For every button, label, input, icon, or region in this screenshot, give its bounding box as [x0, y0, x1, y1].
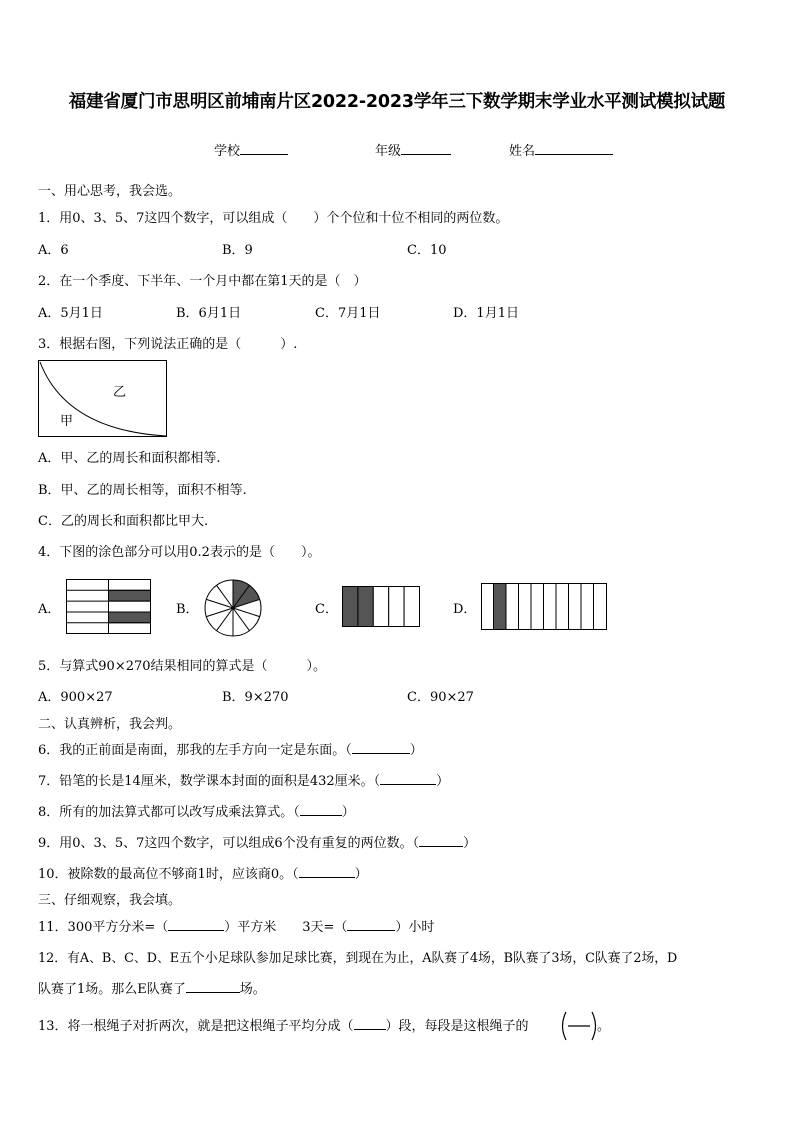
q7-close: ）: [436, 774, 450, 789]
q2-option-b: B．6月1日: [176, 306, 242, 321]
q5-text: 5．与算式90×270结果相同的算式是（ ）。: [38, 659, 327, 674]
q8-text: 8．所有的加法算式都可以改写成乘法算式。（: [38, 805, 300, 820]
q4-figure-b: [203, 578, 263, 638]
q11-part3: ）小时: [395, 920, 435, 935]
q9-text: 9．用0、3、5、7这四个数字，可以组成6个没有重复的两位数。（: [38, 836, 420, 851]
q9-close: ）: [463, 836, 477, 851]
q12-part2: 场。: [239, 982, 266, 997]
school-field: [214, 140, 288, 159]
name-label: 姓名: [509, 144, 536, 159]
q4-option-c-label: C．: [315, 602, 338, 617]
q3-option-a: A．甲、乙的周长和面积都相等.: [38, 451, 221, 466]
q1-text: 1．用0、3、5、7这四个数字，可以组成（ ）个个位和十位不相同的两位数。: [38, 211, 509, 226]
q3-option-c: C．乙的周长和面积都比甲大.: [38, 514, 209, 529]
q3-label-yi: 乙: [113, 385, 127, 400]
q13-end: 。: [597, 1019, 611, 1034]
q8-answer-blank[interactable]: [300, 803, 342, 816]
name-field: [509, 140, 613, 159]
q10-text: 10．被除数的最高位不够商1时，应该商0。（: [38, 867, 299, 882]
q11-part2: ）平方米 3天=（: [224, 920, 348, 935]
grade-label: 年级: [375, 144, 402, 159]
q10: [38, 863, 368, 882]
q2-option-d: D．1月1日: [453, 306, 519, 321]
q13-blank-1[interactable]: [354, 1017, 386, 1030]
q11-blank-1[interactable]: [168, 918, 224, 931]
q4-figure-c: [342, 586, 422, 628]
q6: [38, 739, 423, 758]
q6-answer-blank[interactable]: [352, 741, 410, 754]
q12-line2: [38, 978, 266, 997]
q5-option-b: B．9×270: [222, 690, 289, 705]
q2-text: 2．在一个季度、下半年、一个月中都在第1天的是（ ）: [38, 274, 367, 289]
q13-fraction-blank[interactable]: [560, 1011, 596, 1041]
section1-heading: 一、用心思考，我会选。: [38, 184, 182, 199]
q13-part2: ）段，每段是这根绳子的: [385, 1019, 529, 1034]
q11: [38, 916, 434, 935]
q4-figure-a: [66, 579, 152, 635]
q9: [38, 832, 476, 851]
q6-close: ）: [409, 743, 423, 758]
q1-option-c: C．10: [407, 243, 447, 258]
q10-close: ）: [354, 867, 368, 882]
q7-answer-blank[interactable]: [380, 772, 436, 785]
q4-option-a-label: A．: [38, 602, 61, 617]
q7: [38, 770, 449, 789]
page-title: 福建省厦门市思明区前埔南片区2022-2023学年三下数学期末学业水平测试模拟试题: [68, 92, 726, 112]
q3-text: 3．根据右图，下列说法正确的是（ ）.: [38, 337, 298, 352]
q7-text: 7．铅笔的长是14厘米，数学课本封面的面积是432厘米。（: [38, 774, 381, 789]
section2-heading: 二、认真辨析，我会判。: [38, 717, 182, 732]
q8: [38, 801, 355, 820]
q8-close: ）: [341, 805, 355, 820]
q4-text: 4．下图的涂色部分可以用0.2表示的是（ ）。: [38, 545, 321, 560]
school-label: 学校: [214, 144, 241, 159]
q3-figure: [38, 360, 168, 438]
q3-option-b: B．甲、乙的周长相等，面积不相等.: [38, 483, 247, 498]
q1-option-a: A．6: [38, 243, 69, 258]
q5-option-c: C．90×27: [407, 690, 474, 705]
q2-option-c: C．7月1日: [315, 306, 381, 321]
q3-label-jia: 甲: [60, 414, 74, 429]
q5-option-a: A．900×27: [38, 690, 113, 705]
q11-part1: 11．300平方分米=（: [38, 920, 169, 935]
q1-option-b: B．9: [222, 243, 253, 258]
q9-answer-blank[interactable]: [419, 834, 463, 847]
q13-part1: 13．将一根绳子对折两次，就是把这根绳子平均分成（: [38, 1019, 354, 1034]
q4-option-d-label: D．: [453, 602, 477, 617]
section3-heading: 三、仔细观察，我会填。: [38, 893, 182, 908]
q10-answer-blank[interactable]: [299, 865, 355, 878]
q13: [38, 1015, 529, 1034]
q2-option-a: A．5月1日: [38, 306, 103, 321]
grade-field: [375, 140, 451, 159]
q12-line1: 12．有A、B、C、D、E五个小足球队参加足球比赛，到现在为止，A队赛了4场，B队赛了3场，C队赛了2场，D: [38, 951, 678, 966]
q6-text: 6．我的正前面是南面，那我的左手方向一定是东面。（: [38, 743, 352, 758]
q12-blank[interactable]: [186, 980, 240, 993]
q11-blank-2[interactable]: [347, 918, 395, 931]
q4-figure-d: [481, 583, 609, 631]
q12-part1: 队赛了1场。那么E队赛了: [38, 982, 186, 997]
q4-option-b-label: B．: [176, 602, 199, 617]
